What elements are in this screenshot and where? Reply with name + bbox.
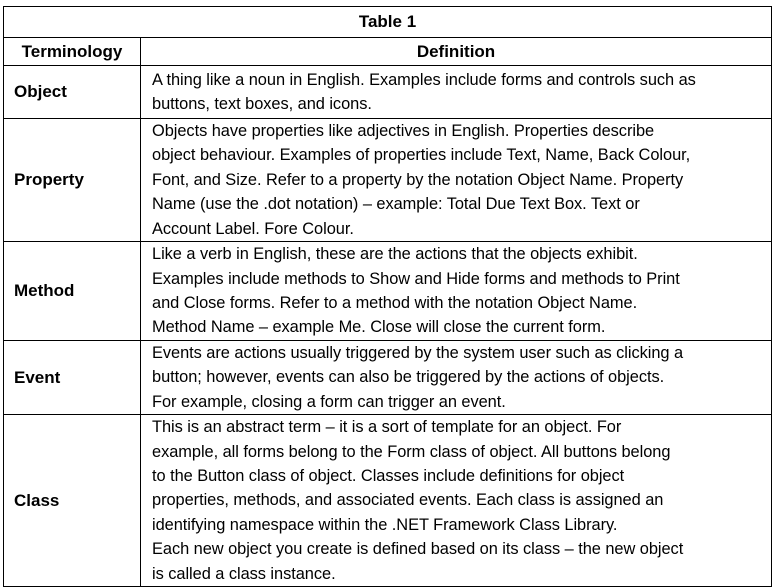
definition-cell: [141, 119, 772, 242]
term-cell: Method: [4, 242, 141, 341]
definition-line: A thing like a noun in English. Examples include forms and controls such as: [152, 70, 696, 89]
term-cell: Property: [4, 119, 141, 242]
definition-line: Account Label. Fore Colour.: [152, 219, 354, 238]
terminology-table: [3, 6, 772, 587]
definition-line: For example, closing a form can trigger an event.: [152, 392, 506, 411]
definition-line: Objects have properties like adjectives in English. Properties describe: [152, 122, 655, 140]
definition-line: Method Name – example Me. Close will close the current form.: [152, 318, 606, 337]
table-row: [4, 66, 772, 119]
term-cell: Class: [4, 415, 141, 587]
term-cell: Event: [4, 341, 141, 415]
definition-line: and Close forms. Refer to a method with the notation Object Name.: [152, 294, 638, 313]
definition-line: properties, methods, and associated events. Each class is assigned an: [152, 491, 664, 510]
definition-line: to the Button class of object. Classes include definitions for object: [152, 467, 625, 486]
definition-cell: [141, 66, 772, 119]
definition-line: buttons, text boxes, and icons.: [152, 95, 372, 113]
table-row: [4, 341, 772, 415]
definition-line: Like a verb in English, these are the actions that the objects exhibit.: [152, 245, 638, 264]
header-row: [4, 38, 772, 66]
definition-cell: [141, 341, 772, 415]
table-row: [4, 119, 772, 242]
header-definition: Definition: [141, 38, 772, 66]
definition-line: This is an abstract term – it is a sort of template for an object. For: [152, 418, 622, 437]
table-row: [4, 415, 772, 587]
table-caption: Table 1: [4, 7, 772, 38]
definition-line: object behaviour. Examples of properties include Text, Name, Back Colour,: [152, 146, 691, 165]
definition-line: is called a class instance.: [152, 564, 336, 583]
definition-line: example, all forms belong to the Form class of object. All buttons belong: [152, 442, 671, 461]
definition-line: Name (use the .dot notation) – example: Total Due Text Box. Text or: [152, 195, 640, 214]
table-row: [4, 242, 772, 341]
definition-line: Examples include methods to Show and Hide forms and methods to Print: [152, 269, 680, 288]
definition-line: button; however, events can also be triggered by the actions of objects.: [152, 368, 665, 387]
caption-row: [4, 7, 772, 38]
term-cell: Object: [4, 66, 141, 119]
definition-line: Font, and Size. Refer to a property by the notation Object Name. Property: [152, 170, 684, 189]
definition-line: identifying namespace within the .NET Framework Class Library.: [152, 515, 618, 534]
definition-line: Events are actions usually triggered by the system user such as clicking a: [152, 344, 684, 363]
definition-cell: [141, 415, 772, 587]
definition-line: Each new object you create is defined based on its class – the new object: [152, 540, 684, 559]
definition-cell: [141, 242, 772, 341]
header-terminology: Terminology: [4, 38, 141, 66]
